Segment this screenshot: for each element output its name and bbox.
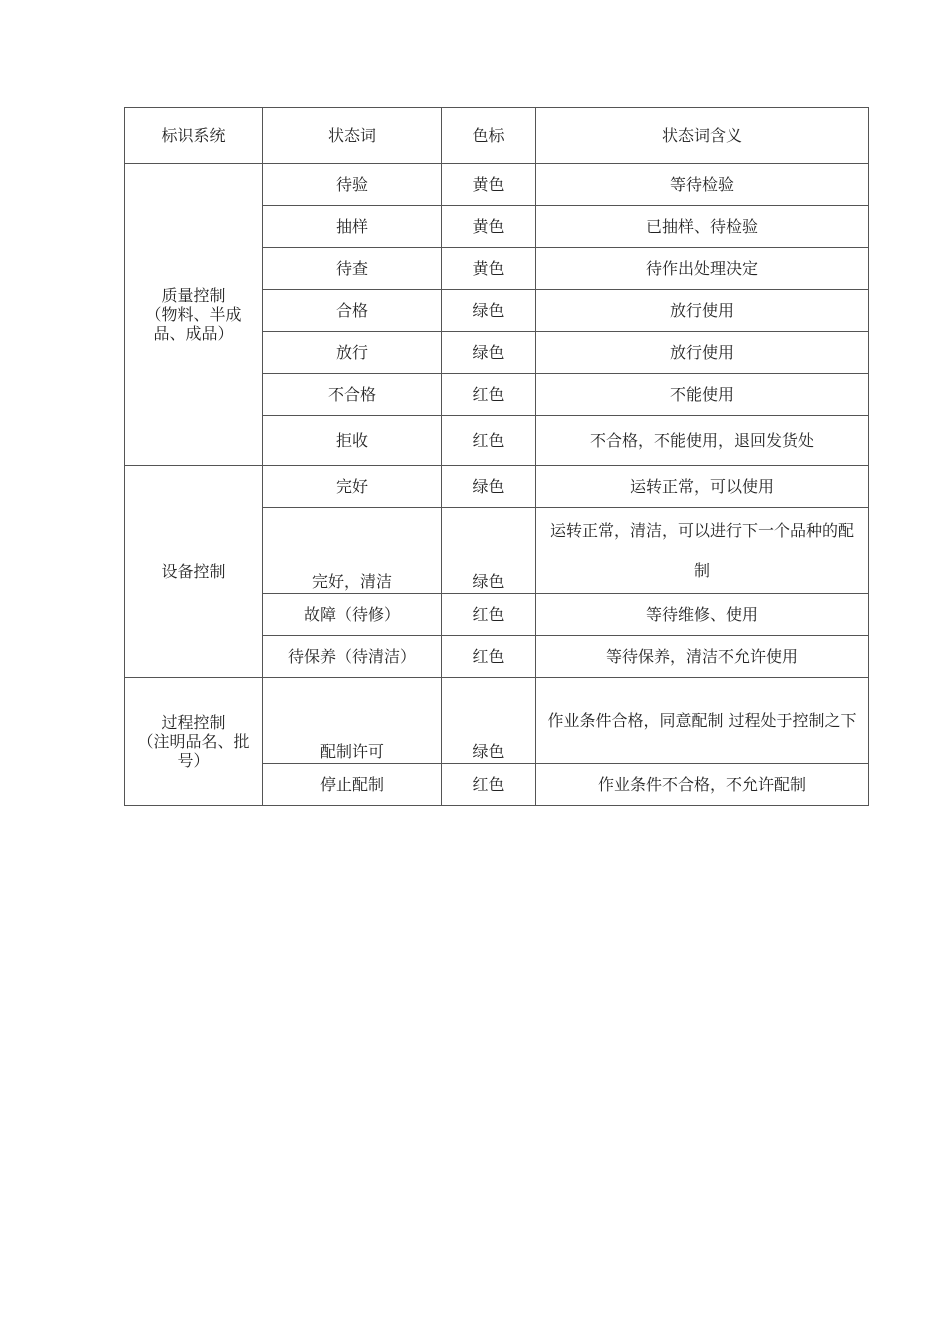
- group-name: 过程控制: [161, 712, 226, 732]
- status-meaning: 放行使用: [536, 290, 869, 332]
- status-meaning: 放行使用: [536, 332, 869, 374]
- status-word: 故障（待修）: [263, 594, 442, 636]
- status-word: 拒收: [263, 416, 442, 466]
- status-word: 合格: [263, 290, 442, 332]
- color-mark: 红色: [442, 594, 536, 636]
- status-meaning: 运转正常，清洁，可以进行下一个品种的配制: [536, 508, 869, 594]
- status-word: 待保养（待清洁）: [263, 636, 442, 678]
- status-word: 配制许可: [263, 678, 442, 764]
- group-note: （物料、半成: [145, 304, 242, 324]
- color-mark: 绿色: [442, 508, 536, 594]
- status-meaning: 等待检验: [536, 164, 869, 206]
- color-mark: 红色: [442, 764, 536, 806]
- status-word: 待验: [263, 164, 442, 206]
- status-meaning: 待作出处理决定: [536, 248, 869, 290]
- status-meaning: 不能使用: [536, 374, 869, 416]
- status-word: 停止配制: [263, 764, 442, 806]
- status-word: 抽样: [263, 206, 442, 248]
- color-mark: 红色: [442, 416, 536, 466]
- color-mark: 红色: [442, 374, 536, 416]
- status-meaning: 不合格，不能使用，退回发货处: [536, 416, 869, 466]
- status-meaning: 作业条件不合格，不允许配制: [536, 764, 869, 806]
- group-equipment-control: [125, 466, 263, 678]
- table-header-row: [125, 108, 869, 164]
- group-process-control: [125, 678, 263, 806]
- color-mark: 黄色: [442, 248, 536, 290]
- table-row: [125, 164, 869, 206]
- header-color-mark: 色标: [442, 108, 536, 164]
- header-system: 标识系统: [125, 108, 263, 164]
- group-note: （注明品名、批: [137, 731, 250, 751]
- status-word: 完好: [263, 466, 442, 508]
- status-meaning: 等待保养，清洁不允许使用: [536, 636, 869, 678]
- group-name: 质量控制: [161, 285, 226, 305]
- color-mark: 绿色: [442, 678, 536, 764]
- status-word: 不合格: [263, 374, 442, 416]
- header-status-word: 状态词: [263, 108, 442, 164]
- status-word: 待查: [263, 248, 442, 290]
- status-meaning: 等待维修、使用: [536, 594, 869, 636]
- color-mark: 绿色: [442, 332, 536, 374]
- color-mark: 黄色: [442, 206, 536, 248]
- status-meaning: 已抽样、待检验: [536, 206, 869, 248]
- group-note: 品、成品）: [153, 324, 234, 344]
- status-word: 完好，清洁: [263, 508, 442, 594]
- status-word: 放行: [263, 332, 442, 374]
- status-meaning: 运转正常，可以使用: [536, 466, 869, 508]
- color-mark: 绿色: [442, 290, 536, 332]
- header-meaning: 状态词含义: [536, 108, 869, 164]
- table-row: [125, 678, 869, 764]
- color-mark: 黄色: [442, 164, 536, 206]
- table-row: [125, 466, 869, 508]
- color-mark: 红色: [442, 636, 536, 678]
- group-quality-control: [125, 164, 263, 466]
- color-mark: 绿色: [442, 466, 536, 508]
- group-name: 设备控制: [161, 561, 226, 581]
- group-note: 号）: [177, 751, 210, 771]
- status-marking-table: [124, 107, 869, 806]
- status-meaning: 作业条件合格，同意配制 过程处于控制之下: [536, 678, 869, 764]
